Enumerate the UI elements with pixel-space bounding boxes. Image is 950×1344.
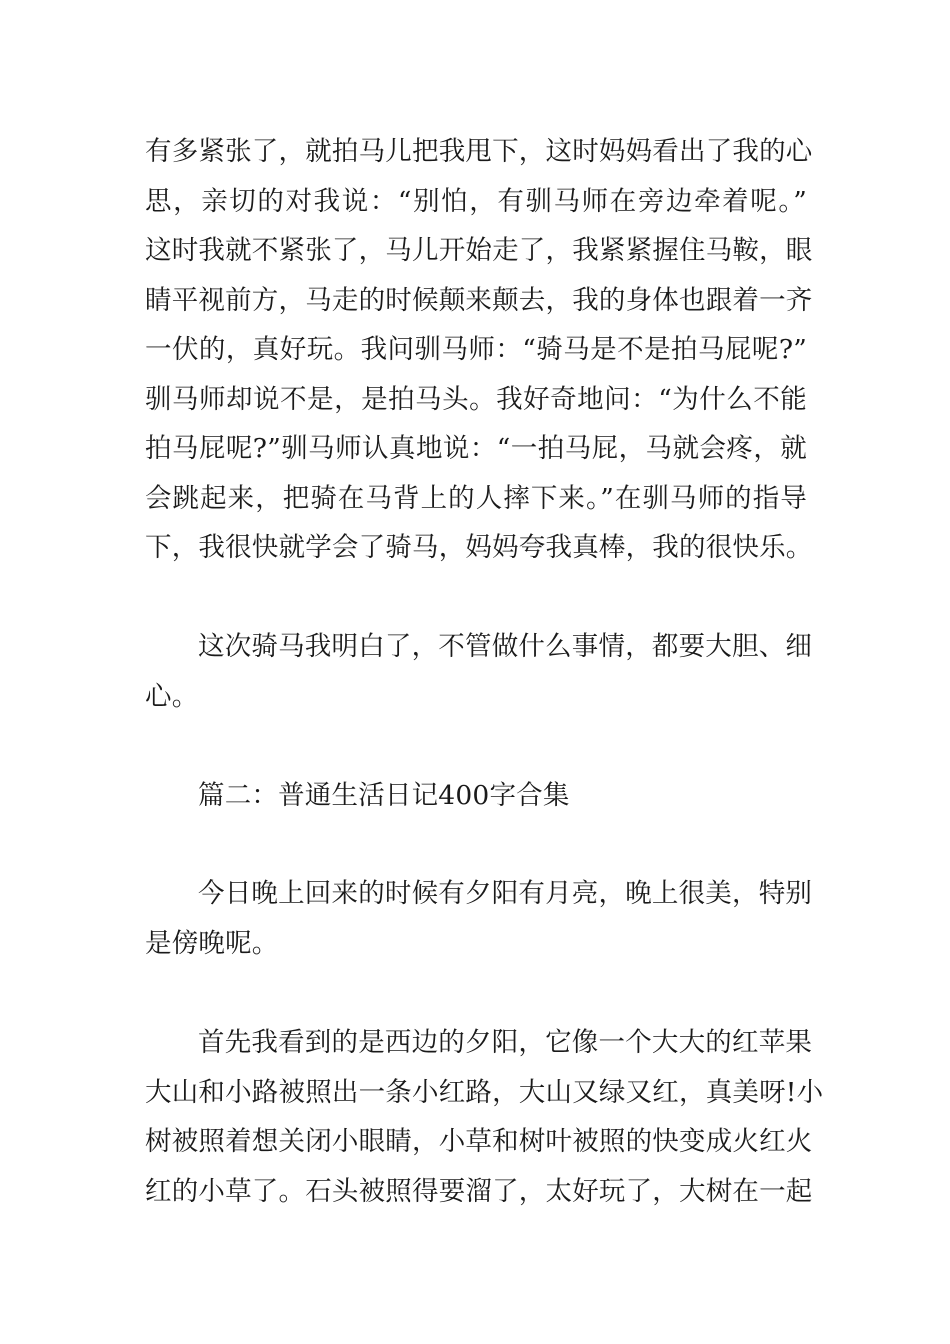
text-line: 树被照着想关闭小眼睛，小草和树叶被照的快变成火红火	[145, 1126, 813, 1157]
text-line: 首先我看到的是西边的夕阳，它像一个大大的红苹果	[198, 1027, 813, 1058]
paragraph-riding-story	[145, 127, 813, 573]
paragraph-sunset	[145, 1018, 824, 1216]
text-line: 一伏的，真好玩。我问驯马师：“骑马是不是拍马屁呢?”	[145, 334, 807, 365]
text-line: 有多紧张了，就拍马儿把我甩下，这时妈妈看出了我的心	[145, 136, 813, 167]
paragraph-evening	[145, 869, 813, 968]
text-line: 这时我就不紧张了，马儿开始走了，我紧紧握住马鞍，眼	[145, 235, 813, 266]
text-line: 睛平视前方，马走的时候颠来颠去，我的身体也跟着一齐	[145, 284, 813, 316]
text-line: 思，亲切的对我说：“别怕，有驯马师在旁边牵着呢。”	[145, 185, 807, 217]
text-line: 红的小草了。石头被照得要溜了，太好玩了，大树在一起	[145, 1175, 813, 1207]
section-heading	[145, 771, 807, 821]
text-line: 大山和小路被照出一条小红路，大山又绿又红，真美呀!小	[145, 1076, 824, 1108]
text-line: 是傍晚呢。	[145, 927, 279, 959]
text-line: 心。	[145, 680, 199, 712]
heading-line: 篇二：普通生活日记400字合集	[198, 780, 570, 811]
text-line: 拍马屁呢?”驯马师认真地说：“一拍马屁，马就会疼，就	[145, 433, 807, 464]
text-line: 这次骑马我明白了，不管做什么事情，都要大胆、细	[198, 631, 813, 662]
paragraph-lesson	[145, 622, 813, 721]
text-line: 驯马师却说不是，是拍马头。我好奇地问：“为什么不能	[145, 383, 807, 415]
text-line: 今日晚上回来的时候有夕阳有月亮，晚上很美，特别	[198, 878, 813, 909]
text-line: 下，我很快就学会了骑马，妈妈夸我真棒，我的很快乐。	[145, 532, 813, 563]
text-line: 会跳起来，把骑在马背上的人摔下来。”在驯马师的指导	[145, 482, 807, 514]
